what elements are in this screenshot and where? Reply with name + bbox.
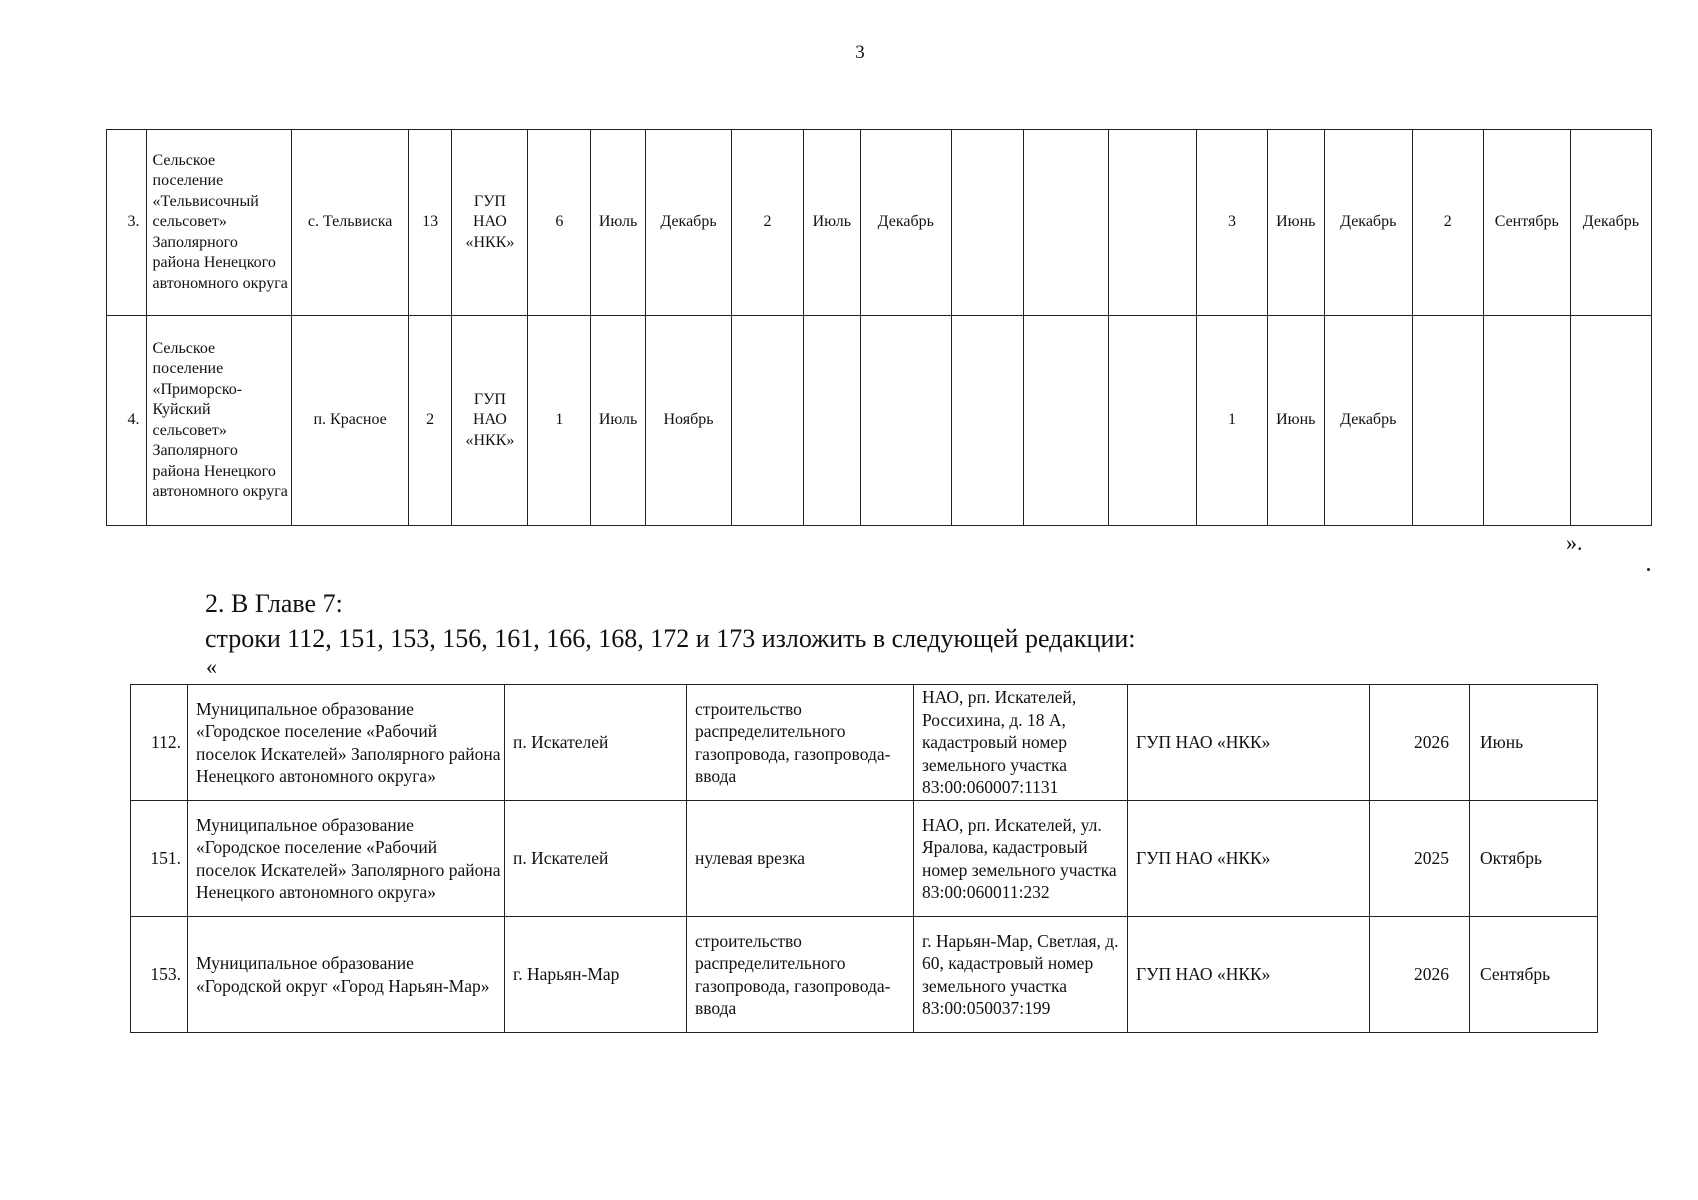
end-month-3 bbox=[1108, 316, 1196, 526]
end-month-2 bbox=[860, 316, 951, 526]
table-row bbox=[107, 316, 1652, 526]
start-month-4: Июнь bbox=[1267, 130, 1324, 316]
amendment-heading: 2. В Главе 7: bbox=[205, 589, 343, 618]
organization: ГУП НАО «НКК» bbox=[452, 316, 528, 526]
row-number: 151. bbox=[131, 801, 188, 917]
end-month-2: Декабрь bbox=[860, 130, 951, 316]
address: НАО, рп. Искателей, Россихина, д. 18 А, кадастровый номер земельного участка 83:00:060007:1131 bbox=[914, 685, 1128, 801]
table-row bbox=[107, 130, 1652, 316]
municipality-name: Муниципальное образование «Городское поселение «Рабочий поселок Искателей» Заполярного района Ненецкого автономного округа» bbox=[188, 685, 505, 801]
count-5: 2 bbox=[1412, 130, 1483, 316]
row-number: 4. bbox=[107, 316, 147, 526]
amendment-instruction: строки 112, 151, 153, 156, 161, 166, 168, 172 и 173 изложить в следующей редакции: bbox=[205, 624, 1136, 653]
start-month-5 bbox=[1483, 316, 1570, 526]
page-number: 3 bbox=[855, 42, 865, 63]
table-row bbox=[131, 685, 1598, 801]
table-row bbox=[131, 917, 1598, 1033]
end-month-5: Декабрь bbox=[1570, 130, 1651, 316]
total-count: 2 bbox=[408, 316, 452, 526]
schedule-table-continuation bbox=[106, 129, 1652, 526]
start-month-1: Июль bbox=[591, 316, 646, 526]
start-month-4: Июнь bbox=[1267, 316, 1324, 526]
closing-quote: ». bbox=[1566, 530, 1583, 555]
settlement: п. Красное bbox=[292, 316, 409, 526]
count-2: 2 bbox=[732, 130, 804, 316]
address: НАО, рп. Искателей, ул. Яралова, кадастровый номер земельного участка 83:00:060011:232 bbox=[914, 801, 1128, 917]
count-2 bbox=[732, 316, 804, 526]
opening-quote: « bbox=[206, 654, 217, 679]
count-3 bbox=[951, 316, 1023, 526]
amendment-text bbox=[205, 586, 1136, 656]
start-month-1: Июль bbox=[591, 130, 646, 316]
month: Июнь bbox=[1470, 685, 1598, 801]
municipality-name: Сельское поселение «Приморско-Куйский сельсовет» Заполярного района Ненецкого автономного округа bbox=[146, 316, 292, 526]
start-month-2 bbox=[803, 316, 860, 526]
scan-dot bbox=[1647, 568, 1650, 571]
address: г. Нарьян-Мар, Светлая, д. 60, кадастровый номер земельного участка 83:00:050037:199 bbox=[914, 917, 1128, 1033]
row-number: 153. bbox=[131, 917, 188, 1033]
work-type: строительство распределительного газопровода, газопровода-ввода bbox=[687, 685, 914, 801]
start-month-3 bbox=[1023, 316, 1108, 526]
end-month-1: Декабрь bbox=[645, 130, 731, 316]
organization: ГУП НАО «НКК» bbox=[452, 130, 528, 316]
count-4: 1 bbox=[1197, 316, 1268, 526]
year: 2026 bbox=[1370, 917, 1470, 1033]
table-row bbox=[131, 801, 1598, 917]
total-count: 13 bbox=[408, 130, 452, 316]
count-5 bbox=[1412, 316, 1483, 526]
count-1: 1 bbox=[528, 316, 591, 526]
settlement: п. Искателей bbox=[505, 801, 687, 917]
municipality-name: Сельское поселение «Тельвисочный сельсовет» Заполярного района Ненецкого автономного округа bbox=[146, 130, 292, 316]
work-type: строительство распределительного газопровода, газопровода-ввода bbox=[687, 917, 914, 1033]
year: 2026 bbox=[1370, 685, 1470, 801]
start-month-5: Сентябрь bbox=[1483, 130, 1570, 316]
month: Октябрь bbox=[1470, 801, 1598, 917]
settlement: г. Нарьян-Мар bbox=[505, 917, 687, 1033]
end-month-4: Декабрь bbox=[1324, 316, 1412, 526]
work-type: нулевая врезка bbox=[687, 801, 914, 917]
end-month-5 bbox=[1570, 316, 1651, 526]
settlement: п. Искателей bbox=[505, 685, 687, 801]
start-month-2: Июль bbox=[803, 130, 860, 316]
year: 2025 bbox=[1370, 801, 1470, 917]
end-month-4: Декабрь bbox=[1324, 130, 1412, 316]
municipality-name: Муниципальное образование «Городской округ «Город Нарьян-Мар» bbox=[188, 917, 505, 1033]
municipality-name: Муниципальное образование «Городское поселение «Рабочий поселок Искателей» Заполярного района Ненецкого автономного округа» bbox=[188, 801, 505, 917]
month: Сентябрь bbox=[1470, 917, 1598, 1033]
organization: ГУП НАО «НКК» bbox=[1128, 801, 1370, 917]
count-1: 6 bbox=[528, 130, 591, 316]
count-3 bbox=[951, 130, 1023, 316]
count-4: 3 bbox=[1197, 130, 1268, 316]
organization: ГУП НАО «НКК» bbox=[1128, 685, 1370, 801]
end-month-1: Ноябрь bbox=[645, 316, 731, 526]
chapter7-table bbox=[130, 684, 1598, 1033]
start-month-3 bbox=[1023, 130, 1108, 316]
row-number: 3. bbox=[107, 130, 147, 316]
end-month-3 bbox=[1108, 130, 1196, 316]
settlement: с. Тельвиска bbox=[292, 130, 409, 316]
row-number: 112. bbox=[131, 685, 188, 801]
organization: ГУП НАО «НКК» bbox=[1128, 917, 1370, 1033]
